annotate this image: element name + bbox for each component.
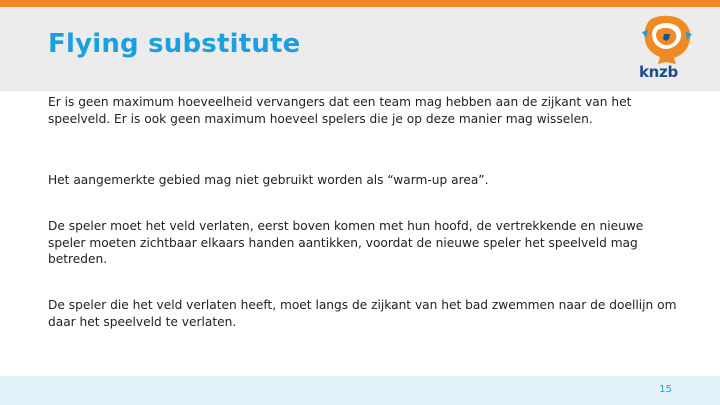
- slide-footer: [0, 376, 720, 405]
- logo-wordmark: knzb: [639, 63, 678, 81]
- page-number: 15: [659, 384, 672, 395]
- paragraph-1: Er is geen maximum hoeveelheid vervangers dat een team mag hebben aan de zijkant van het speelveld. Er is ook geen maximum hoeveel spelers die je op deze manier mag wisselen.: [48, 95, 632, 126]
- paragraph-3: De speler moet het veld verlaten, eerst boven komen met hun hoofd, de vertrekkende en nieuwe speler moeten zichtbaar elkaars handen aantikken, voordat de nieuwe speler het speelveld mag betreden.: [48, 219, 644, 266]
- top-accent-bar: [0, 0, 720, 7]
- slide-title: Flying substitute: [48, 29, 301, 59]
- paragraph-2: Het aangemerkte gebied mag niet gebruikt worden als “warm-up area”.: [48, 173, 489, 187]
- paragraph-4: De speler die het veld verlaten heeft, moet langs de zijkant van het bad zwemmen naar de doellijn om daar het speelveld te verlaten.: [48, 298, 677, 329]
- slide-header: [0, 7, 720, 91]
